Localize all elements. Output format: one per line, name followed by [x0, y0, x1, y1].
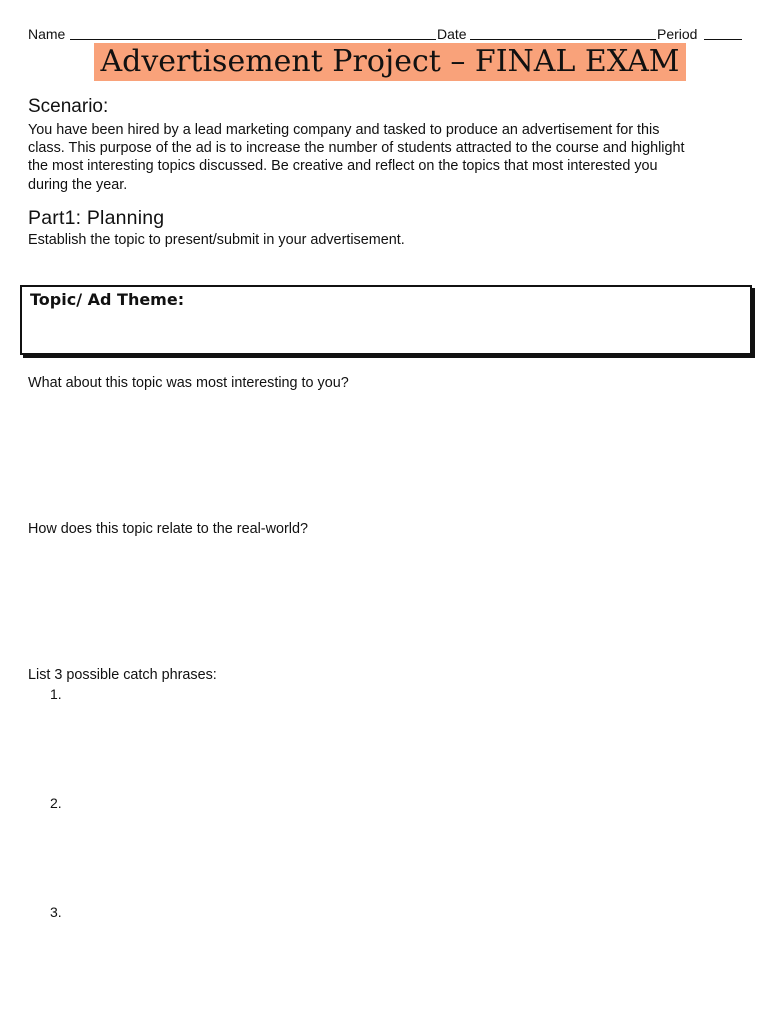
catch-phrase-number: 3.: [50, 904, 62, 920]
question-catch-phrases: List 3 possible catch phrases:: [28, 667, 217, 683]
date-blank-line[interactable]: [470, 26, 656, 40]
period-blank-line[interactable]: [704, 26, 742, 40]
part1-heading: Part1: Planning: [28, 207, 165, 229]
scenario-line: You have been hired by a lead marketing company and tasked to produce an advertisement for this: [28, 122, 660, 138]
catch-phrase-number: 2.: [50, 795, 62, 811]
date-label: Date: [437, 26, 467, 42]
name-blank-line[interactable]: [70, 26, 436, 40]
period-label: Period: [657, 26, 698, 42]
part1-instruction: Establish the topic to present/submit in your advertisement.: [28, 232, 405, 248]
scenario-line: class. This purpose of the ad is to increase the number of students attracted to the course and highlight: [28, 140, 685, 157]
page-title: Advertisement Project – FINAL EXAM: [94, 43, 686, 81]
scenario-line: during the year.: [28, 176, 128, 193]
scenario-heading: Scenario:: [28, 96, 109, 117]
catch-phrase-number: 1.: [50, 686, 62, 702]
scenario-line: the most interesting topics discussed. Be creative and reflect on the topics that most interested you: [28, 158, 658, 175]
question-most-interesting: What about this topic was most interesting to you?: [28, 375, 349, 391]
student-info-header: [28, 26, 742, 44]
topic-ad-theme-label: Topic/ Ad Theme:: [30, 290, 185, 309]
question-real-world: How does this topic relate to the real-world?: [28, 521, 308, 537]
name-label: Name: [28, 26, 66, 42]
scenario-paragraph: [28, 121, 748, 194]
